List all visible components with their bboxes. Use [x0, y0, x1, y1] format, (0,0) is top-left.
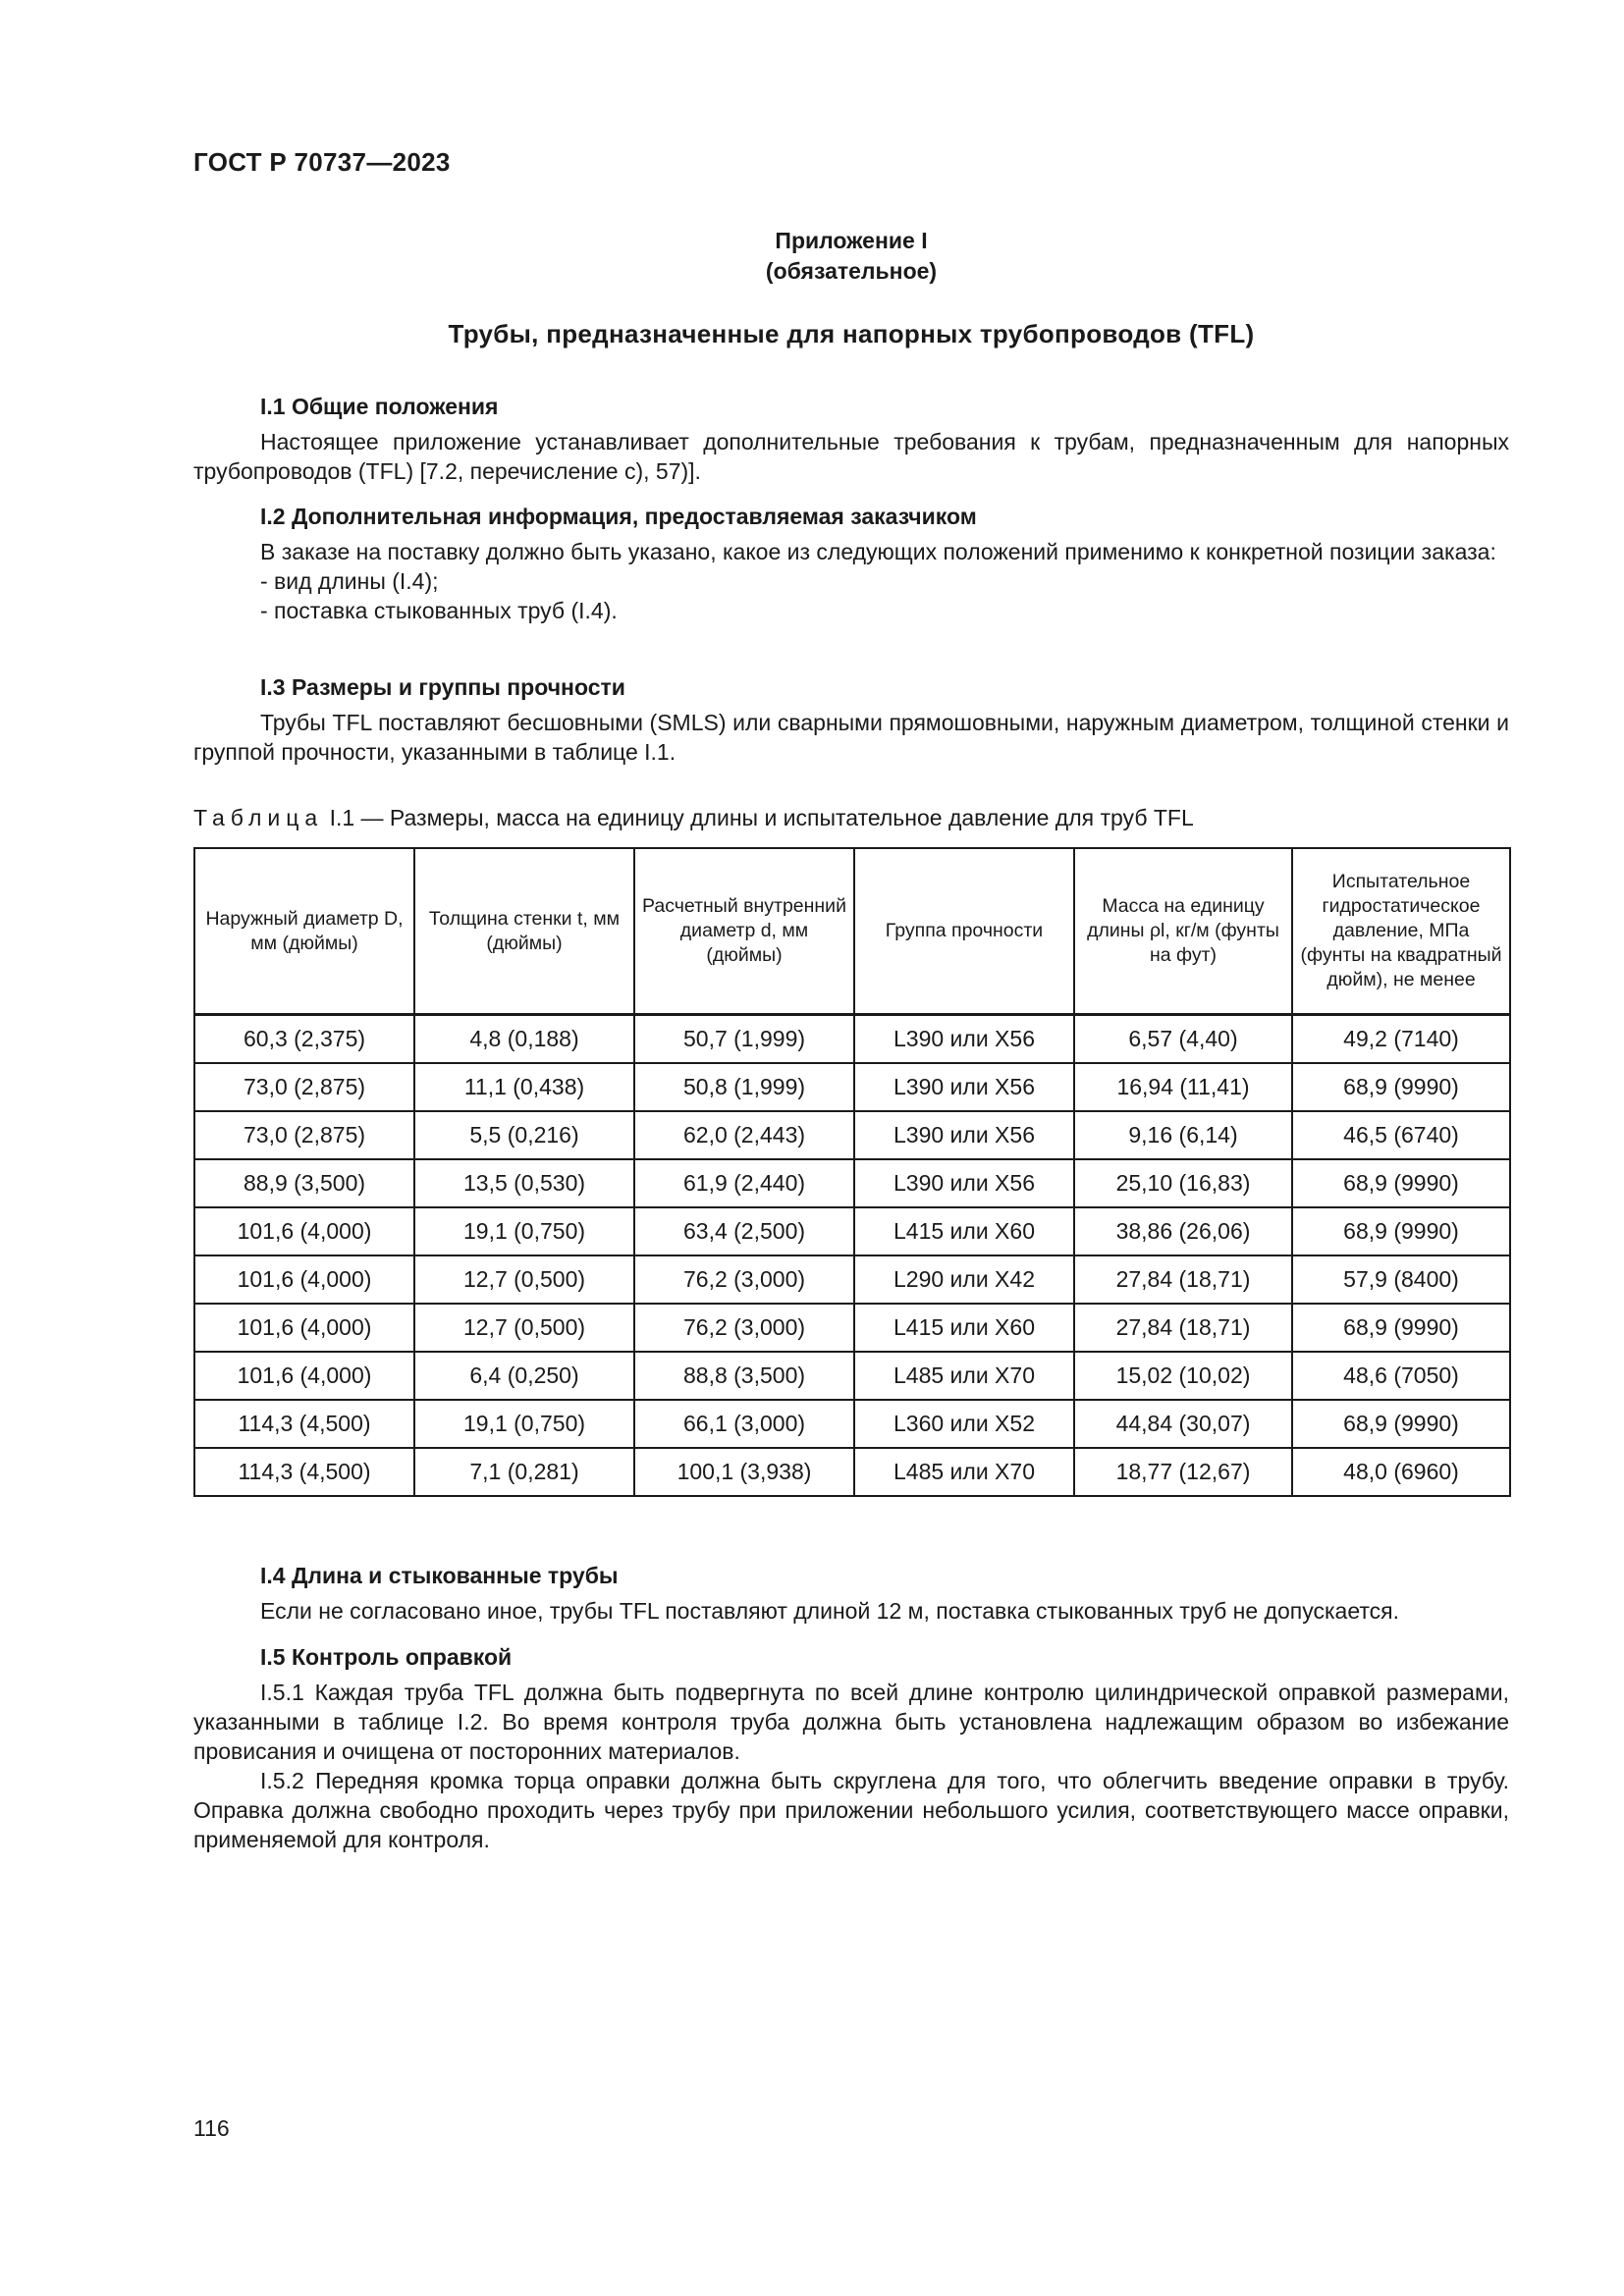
table-cell: 6,57 (4,40) [1074, 1015, 1292, 1064]
table-cell: 9,16 (6,14) [1074, 1111, 1292, 1159]
table-cell: 101,6 (4,000) [194, 1304, 414, 1352]
column-header: Группа прочности [854, 848, 1074, 1015]
column-header: Масса на единицу длины ρl, кг/м (фунты на фут) [1074, 848, 1292, 1015]
table-cell: 50,8 (1,999) [634, 1063, 854, 1111]
paragraph: Настоящее приложение устанавливает дополнительные требования к трубам, предназначенным для напорных трубопроводов (TFL) [7.2, перечисление с), 57)]. [193, 429, 1509, 484]
list-item: - вид длины (I.4); [260, 568, 439, 594]
table-caption-text: I.1 — Размеры, масса на единицу длины и испытательное давление для труб TFL [329, 805, 1194, 830]
section-heading: I.4 Длина и стыкованные трубы [260, 1563, 619, 1588]
standard-code: ГОСТ Р 70737—2023 [193, 147, 451, 177]
table-cell: 19,1 (0,750) [414, 1207, 634, 1255]
table-cell: 101,6 (4,000) [194, 1255, 414, 1304]
table-cell: L390 или X56 [854, 1063, 1074, 1111]
table-row [194, 1159, 1510, 1207]
table-cell: 88,8 (3,500) [634, 1352, 854, 1400]
table-cell: 114,3 (4,500) [194, 1400, 414, 1448]
table-cell: 7,1 (0,281) [414, 1448, 634, 1496]
column-header: Расчетный внутренний диаметр d, мм (дюймы) [634, 848, 854, 1015]
table-row [194, 1255, 1510, 1304]
table-cell: L290 или X42 [854, 1255, 1074, 1304]
table-cell: 48,6 (7050) [1292, 1352, 1510, 1400]
column-header: Наружный диаметр D, мм (дюймы) [194, 848, 414, 1015]
table-cell: 4,8 (0,188) [414, 1015, 634, 1064]
table-row [194, 1111, 1510, 1159]
table-cell: 76,2 (3,000) [634, 1304, 854, 1352]
table-header-row [194, 848, 1510, 1015]
table-cell: 57,9 (8400) [1292, 1255, 1510, 1304]
section-heading: I.2 Дополнительная информация, предоставляемая заказчиком [260, 504, 977, 529]
paragraph: В заказе на поставку должно быть указано, какое из следующих положений применимо к конкретной позиции заказа: [260, 539, 1496, 564]
table-cell: 73,0 (2,875) [194, 1111, 414, 1159]
section-3 [193, 672, 1509, 767]
table-cell: L390 или X56 [854, 1015, 1074, 1064]
list-item: - поставка стыкованных труб (I.4). [260, 598, 618, 623]
paragraph: Если не согласовано иное, трубы TFL поставляют длиной 12 м, поставка стыкованных труб не допускается. [260, 1598, 1399, 1624]
table-cell: 18,77 (12,67) [1074, 1448, 1292, 1496]
table-row [194, 1448, 1510, 1496]
table-cell: 27,84 (18,71) [1074, 1304, 1292, 1352]
table-cell: 60,3 (2,375) [194, 1015, 414, 1064]
page-number: 116 [193, 2115, 230, 2141]
table-cell: 50,7 (1,999) [634, 1015, 854, 1064]
table-cell: 46,5 (6740) [1292, 1111, 1510, 1159]
table-cell: L390 или X56 [854, 1159, 1074, 1207]
table-caption-word: Таблица [193, 805, 324, 830]
table-cell: L415 или X60 [854, 1304, 1074, 1352]
table-cell: 100,1 (3,938) [634, 1448, 854, 1496]
table-cell: 11,1 (0,438) [414, 1063, 634, 1111]
table-cell: L390 или X56 [854, 1111, 1074, 1159]
section-5 [193, 1642, 1509, 1854]
table-cell: 27,84 (18,71) [1074, 1255, 1292, 1304]
paragraph: I.5.2 Передняя кромка торца оправки должна быть скруглена для того, что облегчить введение оправки в трубу. Оправка должна свободно проходить через трубу при приложении небольшого усилия, соответствующего массе оправки, применяемой для контроля. [193, 1768, 1509, 1852]
table-row [194, 1352, 1510, 1400]
section-1 [193, 392, 1509, 486]
table-cell: 48,0 (6960) [1292, 1448, 1510, 1496]
paragraph: I.5.1 Каждая труба TFL должна быть подвергнута по всей длине контролю цилиндрической оправкой размерами, указанными в таблице I.2. Во время контроля труба должна быть установлена надлежащим образом во избежание провисания и очищена от посторонних материалов. [193, 1680, 1509, 1764]
table-row [194, 1400, 1510, 1448]
table-row [194, 1207, 1510, 1255]
table-cell: L360 или X52 [854, 1400, 1074, 1448]
table-cell: 101,6 (4,000) [194, 1207, 414, 1255]
table-cell: 63,4 (2,500) [634, 1207, 854, 1255]
table-cell: 44,84 (30,07) [1074, 1400, 1292, 1448]
table-row [194, 1015, 1510, 1064]
table-cell: 38,86 (26,06) [1074, 1207, 1292, 1255]
section-heading: I.5 Контроль оправкой [260, 1644, 513, 1670]
annex-title: Приложение I [775, 228, 928, 253]
table-cell: 62,0 (2,443) [634, 1111, 854, 1159]
table-cell: 6,4 (0,250) [414, 1352, 634, 1400]
table-cell: 16,94 (11,41) [1074, 1063, 1292, 1111]
table-cell: 68,9 (9990) [1292, 1304, 1510, 1352]
table-cell: 66,1 (3,000) [634, 1400, 854, 1448]
section-2 [193, 502, 1509, 625]
table-caption [193, 805, 1509, 831]
table-cell: 5,5 (0,216) [414, 1111, 634, 1159]
table-cell: 12,7 (0,500) [414, 1255, 634, 1304]
table-cell: 25,10 (16,83) [1074, 1159, 1292, 1207]
table-cell: L485 или X70 [854, 1448, 1074, 1496]
table-cell: 61,9 (2,440) [634, 1159, 854, 1207]
section-heading: I.1 Общие положения [260, 394, 499, 419]
table-cell: 49,2 (7140) [1292, 1015, 1510, 1064]
table-cell: 68,9 (9990) [1292, 1159, 1510, 1207]
column-header: Толщина стенки t, мм (дюймы) [414, 848, 634, 1015]
annex-kind: (обязательное) [765, 258, 938, 284]
section-heading: I.3 Размеры и группы прочности [260, 674, 625, 700]
paragraph: Трубы TFL поставляют бесшовными (SMLS) или сварными прямошовными, наружным диаметром, толщиной стенки и группой прочности, указанными в таблице I.1. [193, 710, 1509, 765]
table-cell: L415 или X60 [854, 1207, 1074, 1255]
table-row [194, 1063, 1510, 1111]
table-cell: 68,9 (9990) [1292, 1400, 1510, 1448]
annex-heading: Трубы, предназначенные для напорных трубопроводов (TFL) [448, 319, 1255, 348]
table-cell: 13,5 (0,530) [414, 1159, 634, 1207]
section-4 [193, 1561, 1509, 1626]
table-cell: 68,9 (9990) [1292, 1063, 1510, 1111]
column-header: Испытательное гидростатическое давление, МПа (фунты на квадратный дюйм), не менее [1292, 848, 1510, 1015]
table-cell: 101,6 (4,000) [194, 1352, 414, 1400]
dimensions-table [193, 847, 1511, 1497]
table-cell: 76,2 (3,000) [634, 1255, 854, 1304]
table-cell: 19,1 (0,750) [414, 1400, 634, 1448]
table-cell: 88,9 (3,500) [194, 1159, 414, 1207]
table-cell: 73,0 (2,875) [194, 1063, 414, 1111]
table-cell: 15,02 (10,02) [1074, 1352, 1292, 1400]
table-cell: 68,9 (9990) [1292, 1207, 1510, 1255]
table-cell: 12,7 (0,500) [414, 1304, 634, 1352]
table-row [194, 1304, 1510, 1352]
table-cell: 114,3 (4,500) [194, 1448, 414, 1496]
table-cell: L485 или X70 [854, 1352, 1074, 1400]
